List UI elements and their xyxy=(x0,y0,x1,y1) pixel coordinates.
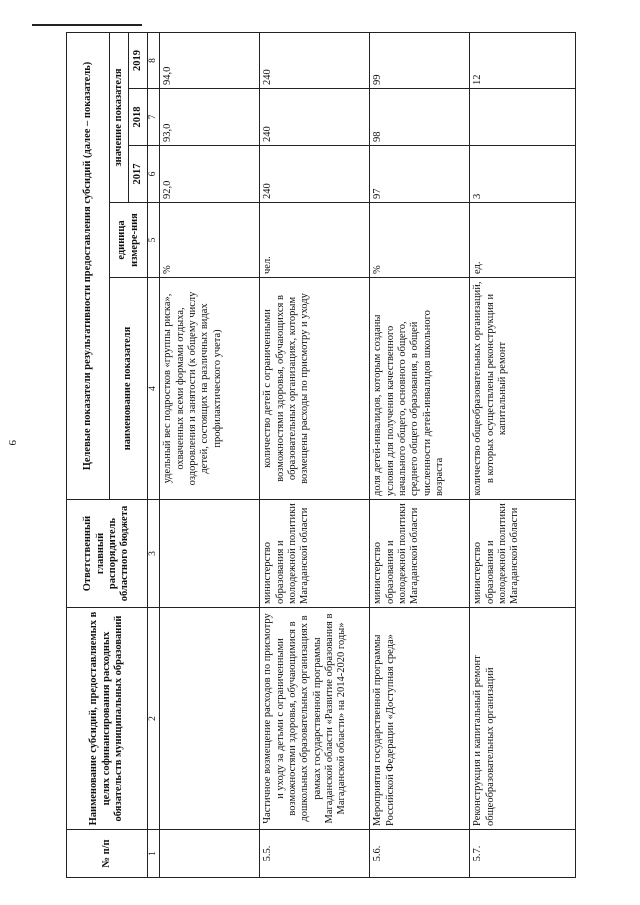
row-num xyxy=(160,830,260,878)
row-subsidy-name: Мероприятия государственной программы Российской Федерации «Доступная среда» xyxy=(370,608,470,830)
row-value-2017: 3 xyxy=(470,146,576,203)
page-number: 9 xyxy=(6,440,18,446)
row-unit: ед. xyxy=(470,203,576,278)
row-value-2018 xyxy=(470,89,576,146)
row-value-2018: 98 xyxy=(370,89,470,146)
row-subsidy-name: Частичное возмещение расходов по присмотру и уходу за детьми с ограниченными возможностями здоровья, обучающимися в дошкольных образовательных организациях в рамках государственной программы Магаданской области «Развитие образования в Магаданской области» на 2014-2020 годы» xyxy=(260,608,370,830)
table-row xyxy=(370,32,470,877)
row-indicator: количество детей с ограниченными возможностями здоровья, обучающихся в образовательных организациях, которым возмещены расходы по присмотру и уходу xyxy=(260,278,370,500)
header-responsible: Ответственный главный распорядитель областного бюджета xyxy=(67,500,148,608)
row-num: 5.5. xyxy=(260,830,370,878)
row-value-2019: 240 xyxy=(260,32,370,88)
row-value-2018: 93,0 xyxy=(160,89,260,146)
column-number-row xyxy=(148,32,160,877)
table-row xyxy=(160,32,260,877)
table-row xyxy=(260,32,370,877)
column-number: 1 xyxy=(148,830,160,878)
row-responsible: министерство образования и молодежной политики Магаданской области xyxy=(370,500,470,608)
subsidy-table xyxy=(66,32,576,878)
header-year-2017: 2017 xyxy=(129,146,148,203)
row-indicator: количество общеобразовательных организаций, в которых осуществлены реконструкция и капитальный ремонт xyxy=(470,278,576,500)
row-subsidy-name: Реконструкция и капитальный ремонт общеобразовательных организаций xyxy=(470,608,576,830)
rotated-table-wrapper xyxy=(66,33,576,878)
row-unit: % xyxy=(160,203,260,278)
column-number: 8 xyxy=(148,32,160,88)
row-value-2019: 12 xyxy=(470,32,576,88)
header-unit: единица измере-ния xyxy=(110,203,148,278)
row-num: 5.6. xyxy=(370,830,470,878)
row-responsible: министерство образования и молодежной политики Магаданской области xyxy=(470,500,576,608)
row-subsidy-name xyxy=(160,608,260,830)
column-number: 3 xyxy=(148,500,160,608)
row-unit: чел. xyxy=(260,203,370,278)
column-number: 7 xyxy=(148,89,160,146)
row-value-2019: 94,0 xyxy=(160,32,260,88)
header-value-group: значение показателя xyxy=(110,32,129,202)
header-year-2018: 2018 xyxy=(129,89,148,146)
column-number: 4 xyxy=(148,278,160,500)
header-year-2019: 2019 xyxy=(129,32,148,88)
top-rule xyxy=(32,24,142,26)
row-indicator: доля детей-инвалидов, которым созданы условия для получения качественного начального общего, основного общего, среднего общего образования, в общей численности детей-инвалидов школьного возраста xyxy=(370,278,470,500)
table-row xyxy=(470,32,576,877)
column-number: 6 xyxy=(148,146,160,203)
row-indicator: удельный вес подростков «группы риска», охваченных всеми формами отдыха, оздоровления и занятости (к общему числу детей, состоящих на различных видах профилактического учета) xyxy=(160,278,260,500)
row-value-2017: 97 xyxy=(370,146,470,203)
column-number: 5 xyxy=(148,203,160,278)
header-num: № п/п xyxy=(67,830,148,878)
header-targets: Целевые показатели результативности предоставления субсидий (далее – показатель) xyxy=(67,32,110,499)
row-value-2019: 99 xyxy=(370,32,470,88)
row-num: 5.7. xyxy=(470,830,576,878)
row-responsible xyxy=(160,500,260,608)
row-unit: % xyxy=(370,203,470,278)
row-value-2018: 240 xyxy=(260,89,370,146)
header-indicator-name: наименование показателя xyxy=(110,278,148,500)
row-value-2017: 240 xyxy=(260,146,370,203)
header-row-1 xyxy=(67,32,110,877)
row-value-2017: 92,0 xyxy=(160,146,260,203)
row-responsible: министерство образования и молодежной политики Магаданской области xyxy=(260,500,370,608)
header-subsidy-name: Наименование субсидий, предоставляемых в целях софинансирования расходных обязательств муниципальных образований xyxy=(67,608,148,830)
column-number: 2 xyxy=(148,608,160,830)
